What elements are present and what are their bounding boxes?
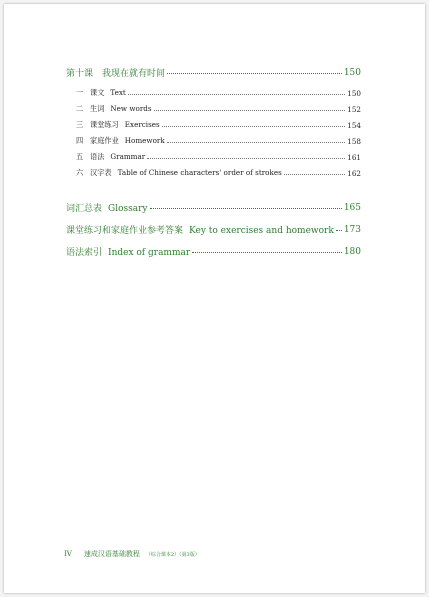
dot-leader [167,73,342,74]
dot-leader [154,110,346,111]
section-page: 150 [347,88,361,98]
appendix-cn: 词汇总表 [66,204,103,214]
appendix-cn: 课堂练习和家庭作业参考答案 [66,226,184,236]
section-index: 六 [76,168,84,177]
appendix-cn: 语法索引 [66,248,103,258]
lesson-title: 第十课 我现在就有时间 [66,69,166,79]
section-en: Text [110,88,126,97]
toc-appendix-index[interactable] [66,245,361,258]
toc-section-row[interactable] [76,136,361,146]
section-index: 二 [76,104,84,113]
toc-section-row[interactable] [76,104,361,114]
section-page: 158 [347,136,361,146]
section-cn: 课文 [90,88,105,97]
section-cn: 生词 [90,104,105,113]
section-cn: 汉字表 [90,168,112,177]
dot-leader [336,230,342,231]
toc-section-row[interactable] [76,152,361,162]
lesson-page: 150 [343,67,361,78]
toc-section-row[interactable] [76,88,361,98]
footer-subtitle: （综合课本2）（第3版） [145,552,200,558]
appendix-en: Glossary [108,204,148,214]
section-en: Homework [124,136,165,145]
section-page: 161 [347,152,361,162]
document-page [4,4,425,593]
dot-leader [128,94,345,95]
section-index: 一 [76,88,84,97]
section-index: 五 [76,152,84,161]
toc-section-row[interactable] [76,168,361,178]
footer-page-number: IV [64,550,72,558]
section-index: 四 [76,136,84,145]
toc-section-row[interactable] [76,120,361,130]
section-en: Exercises [124,120,160,129]
appendix-en: Key to exercises and homework [189,226,334,236]
appendix-page: 173 [343,224,361,235]
section-en: Grammar [110,152,146,161]
section-cn: 语法 [90,152,105,161]
dot-leader [147,158,345,159]
section-cn: 家庭作业 [90,136,119,145]
dot-leader [167,142,346,143]
section-en: Table of Chinese characters' order of strokes [117,168,282,177]
section-index: 三 [76,120,84,129]
dot-leader [192,252,342,253]
section-page: 154 [347,120,361,130]
toc-appendix-key[interactable] [66,223,361,236]
appendix-en: Index of grammar [108,248,191,258]
dot-leader [162,126,346,127]
footer-book-title: 速成汉语基础教程 [83,550,140,558]
section-cn: 课堂练习 [90,120,119,129]
section-page: 152 [347,104,361,114]
page-footer [64,549,200,559]
dot-leader [284,174,345,175]
toc-lesson-title[interactable] [66,66,361,79]
appendix-page: 180 [343,246,361,257]
appendix-page: 165 [343,202,361,213]
section-en: New words [110,104,152,113]
dot-leader [150,208,342,209]
section-page: 162 [347,168,361,178]
toc-appendix-glossary[interactable] [66,201,361,214]
